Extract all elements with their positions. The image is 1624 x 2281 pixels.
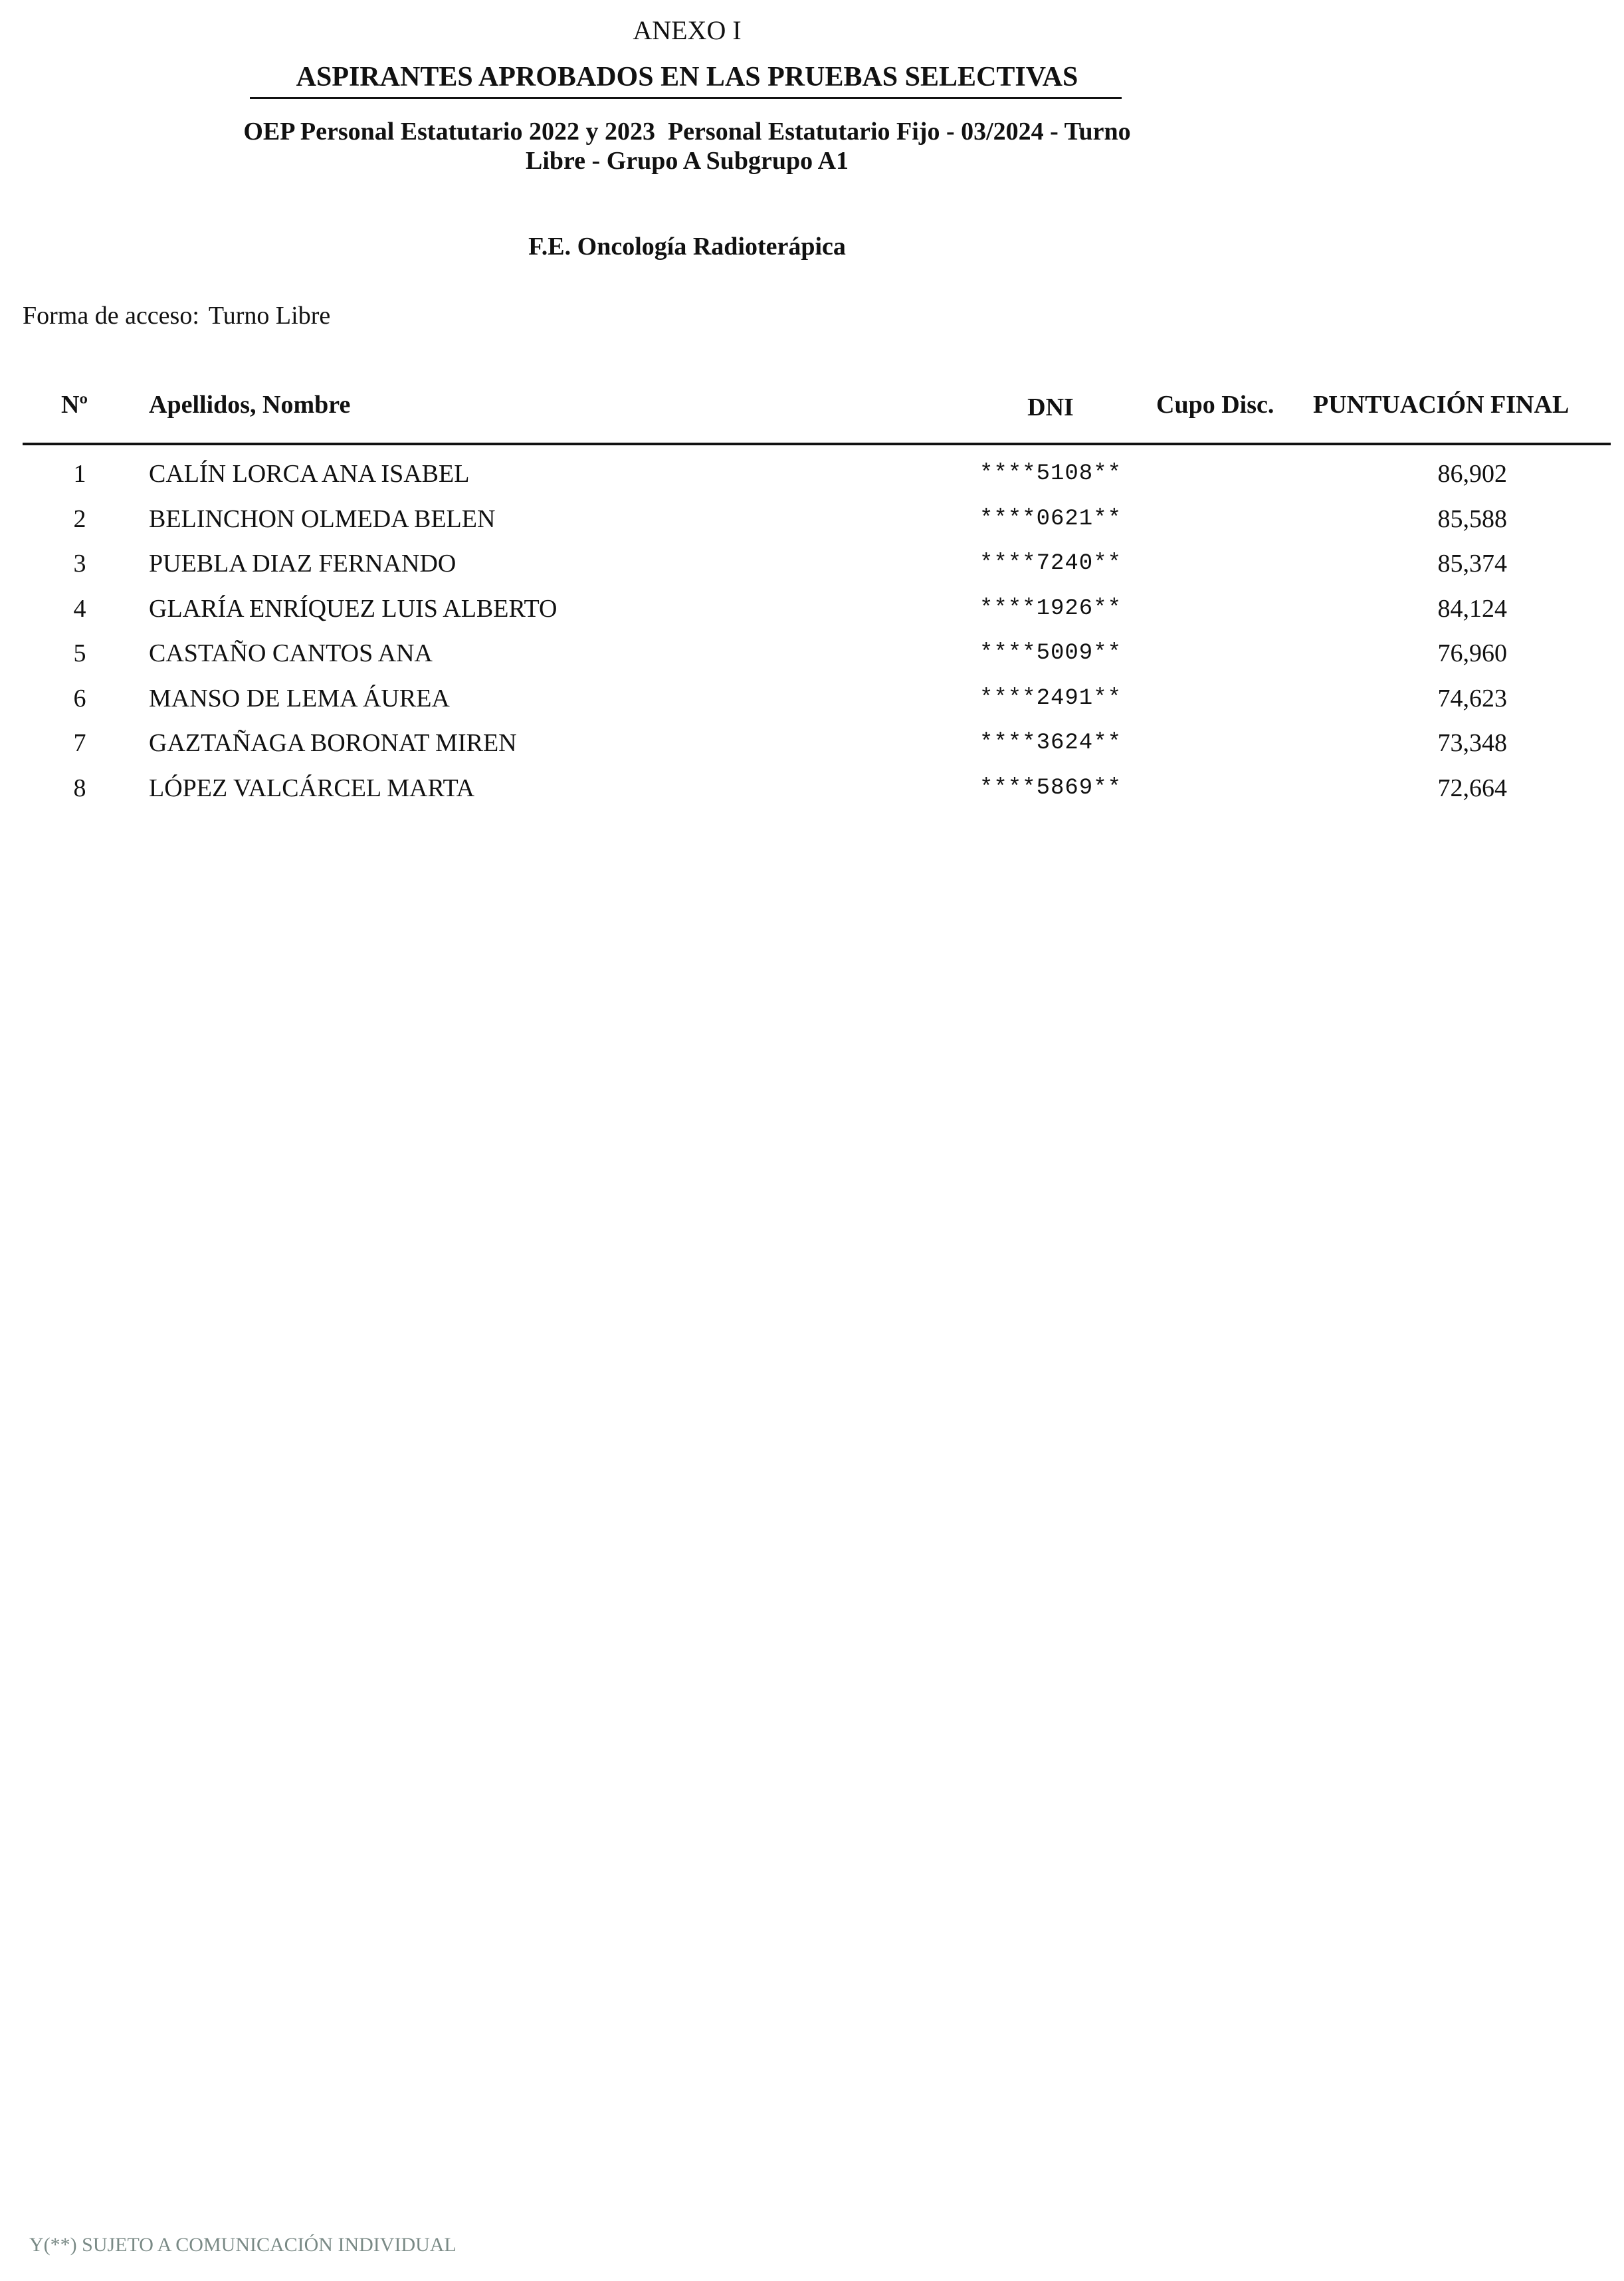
column-header-number: Nº <box>61 391 88 419</box>
candidate-dni: ****0621** <box>979 506 1122 532</box>
row-number: 3 <box>73 550 86 578</box>
candidate-name: MANSO DE LEMA ÁUREA <box>149 684 450 712</box>
candidate-dni: ****1926** <box>979 596 1122 621</box>
row-number: 8 <box>73 774 86 802</box>
candidate-dni: ****7240** <box>979 551 1122 576</box>
column-header-score: PUNTUACIÓN FINAL <box>1313 391 1570 419</box>
candidate-score: 74,623 <box>1437 684 1507 712</box>
table-row <box>0 504 1624 549</box>
table-row <box>0 773 1624 818</box>
candidate-dni: ****5108** <box>979 461 1122 487</box>
subtitle-line-2: Libre - Grupo A Subgrupo A1 <box>525 147 849 175</box>
table-row <box>0 638 1624 683</box>
candidate-dni: ****2491** <box>979 685 1122 711</box>
candidate-name: CASTAÑO CANTOS ANA <box>149 639 433 667</box>
row-number: 5 <box>73 639 86 667</box>
candidate-score: 86,902 <box>1437 460 1507 488</box>
document-subtitle <box>0 117 1374 175</box>
candidate-dni: ****5009** <box>979 641 1122 666</box>
candidate-name: BELINCHON OLMEDA BELEN <box>149 504 496 533</box>
annex-title: ANEXO I <box>633 15 742 45</box>
table-row <box>0 728 1624 773</box>
candidate-name: PUEBLA DIAZ FERNANDO <box>149 550 457 578</box>
candidate-name: GLARÍA ENRÍQUEZ LUIS ALBERTO <box>149 594 558 623</box>
header-divider <box>23 443 1611 445</box>
row-number: 7 <box>73 729 86 757</box>
row-number: 2 <box>73 504 86 533</box>
results-table-body <box>0 459 1624 817</box>
table-row <box>0 548 1624 594</box>
candidate-name: GAZTAÑAGA BORONAT MIREN <box>149 729 517 757</box>
candidate-name: CALÍN LORCA ANA ISABEL <box>149 460 470 488</box>
candidate-score: 85,588 <box>1437 504 1507 533</box>
access-mode <box>23 300 330 331</box>
candidate-dni: ****3624** <box>979 730 1122 756</box>
footer-note: Y(**) SUJETO A COMUNICACIÓN INDIVIDUAL <box>29 2234 457 2256</box>
candidate-name: LÓPEZ VALCÁRCEL MARTA <box>149 774 475 802</box>
specialty-heading: F.E. Oncología Radioterápica <box>528 233 846 261</box>
row-number: 4 <box>73 594 86 623</box>
candidate-dni: ****5869** <box>979 775 1122 801</box>
candidate-score: 85,374 <box>1437 550 1507 578</box>
candidate-score: 73,348 <box>1437 729 1507 757</box>
column-header-cupo: Cupo Disc. <box>1156 391 1274 419</box>
row-number: 1 <box>73 460 86 488</box>
subtitle-line-1: OEP Personal Estatutario 2022 y 2023 Personal Estatutario Fijo - 03/2024 - Turno <box>243 118 1131 146</box>
column-header-name: Apellidos, Nombre <box>149 391 351 419</box>
row-number: 6 <box>73 684 86 712</box>
access-value: Turno Libre <box>208 302 331 330</box>
table-row <box>0 459 1624 504</box>
document-title: ASPIRANTES APROBADOS EN LAS PRUEBAS SELECTIVAS <box>296 62 1078 92</box>
candidate-score: 72,664 <box>1437 774 1507 802</box>
table-row <box>0 683 1624 728</box>
candidate-score: 76,960 <box>1437 639 1507 667</box>
column-header-dni: DNI <box>1027 393 1074 421</box>
candidate-score: 84,124 <box>1437 594 1507 623</box>
title-underline <box>250 97 1122 99</box>
table-row <box>0 594 1624 639</box>
access-label: Forma de acceso: <box>23 302 199 330</box>
